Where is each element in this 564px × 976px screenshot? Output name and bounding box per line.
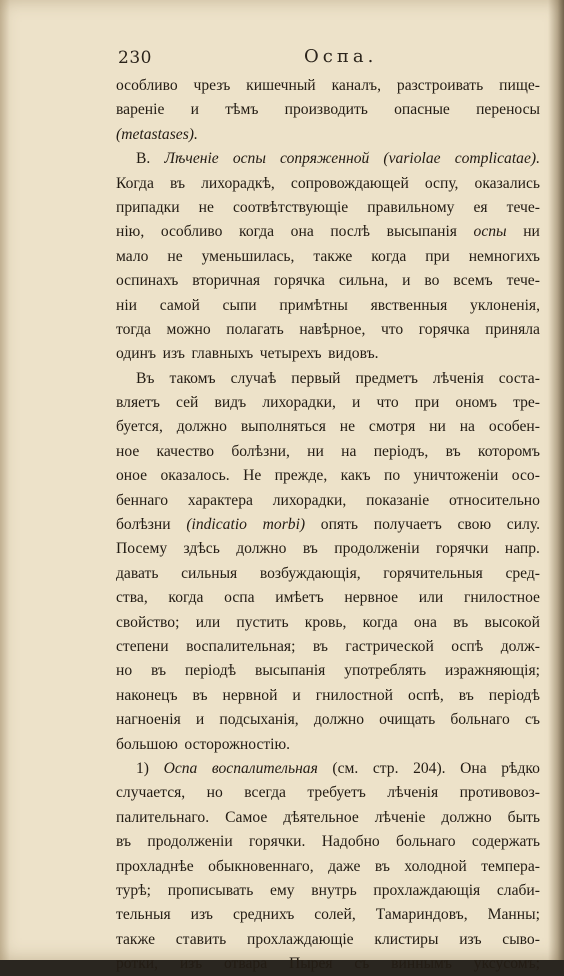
text-line xyxy=(116,147,540,171)
word: особен- xyxy=(488,418,540,436)
word: полагать xyxy=(226,320,284,338)
word: отвара xyxy=(223,955,268,973)
word: ему xyxy=(270,881,295,899)
word: Пырея xyxy=(288,955,333,973)
word: въ xyxy=(445,442,461,460)
word: оспы xyxy=(473,223,507,241)
text-line xyxy=(116,513,540,537)
page-number: 230 xyxy=(118,48,152,68)
word: въ xyxy=(453,613,469,631)
word: уничтоженіи xyxy=(413,467,499,485)
word: когда xyxy=(168,589,204,607)
word: долж- xyxy=(500,637,540,655)
text-line xyxy=(116,855,540,879)
word: припадки xyxy=(116,198,180,216)
word: употреблять xyxy=(344,662,427,680)
word: лихорадкѣ, xyxy=(201,174,275,192)
word: напр. xyxy=(504,540,540,558)
word: въ xyxy=(302,540,318,558)
word: всегда xyxy=(244,784,286,802)
running-title: Оспа. xyxy=(304,46,378,67)
word: нагноенія xyxy=(116,711,181,729)
word: клистиры xyxy=(374,930,439,948)
word: прежде, xyxy=(274,467,328,485)
text-line xyxy=(116,74,540,98)
text-line xyxy=(116,611,540,635)
word: больнаго xyxy=(450,711,510,729)
word: получаетъ xyxy=(373,516,442,534)
text-line xyxy=(116,245,540,269)
word: нервной xyxy=(222,686,278,704)
word: ротки, xyxy=(116,955,159,973)
text-line xyxy=(116,98,540,122)
word: рѣдко xyxy=(501,759,540,777)
word: всемъ xyxy=(453,272,493,290)
word: соста- xyxy=(498,369,540,387)
word: по xyxy=(383,467,401,485)
text-line xyxy=(116,464,540,488)
word: вареніе xyxy=(116,101,165,119)
word: также xyxy=(313,247,353,265)
word: изражняющія; xyxy=(444,662,540,680)
word: возбуждающія, xyxy=(259,564,361,582)
page-header xyxy=(118,40,538,70)
word: на xyxy=(341,442,357,460)
text-line xyxy=(116,659,540,683)
word: относительно xyxy=(448,491,540,509)
word: Оспа xyxy=(163,759,198,777)
word: даже xyxy=(328,857,361,875)
word: главныхъ xyxy=(191,345,254,363)
word: осторожностію. xyxy=(184,735,291,753)
word: тре- xyxy=(513,394,540,412)
word: но xyxy=(116,662,133,680)
text-line xyxy=(116,342,540,366)
word: должно xyxy=(236,540,287,558)
word: которомъ xyxy=(477,442,540,460)
word: высыпанія xyxy=(254,662,326,680)
word: тѣмъ xyxy=(225,101,259,119)
word: кровь, xyxy=(304,613,347,631)
text-line xyxy=(116,684,540,708)
word: можно xyxy=(166,320,211,338)
word: холодной xyxy=(404,857,467,875)
text-line xyxy=(116,269,540,293)
text-line xyxy=(116,123,540,147)
word: сопровождающей xyxy=(290,174,409,192)
word: осо- xyxy=(511,467,540,485)
word: и xyxy=(402,272,411,290)
word: дѣятельное xyxy=(283,808,359,826)
text-line xyxy=(116,733,540,757)
word: при xyxy=(414,394,440,412)
word: высокой xyxy=(484,613,540,631)
word: наконецъ xyxy=(116,686,178,704)
word: немногихъ xyxy=(468,247,540,265)
word: (variolae xyxy=(383,150,441,168)
word: нервное xyxy=(344,589,399,607)
word: лѣченія xyxy=(387,784,439,802)
word: большою xyxy=(116,735,178,753)
word: оное xyxy=(116,467,148,485)
word: подсыханія, xyxy=(219,711,299,729)
word: періодѣ xyxy=(184,662,237,680)
word: В. xyxy=(136,150,151,168)
word: должно xyxy=(313,711,365,729)
text-line xyxy=(116,537,540,561)
word: горячки xyxy=(435,540,489,558)
word: оспы xyxy=(232,150,266,168)
text-line xyxy=(116,903,540,927)
word: болѣзни, xyxy=(231,442,290,460)
word: имѣетъ xyxy=(275,589,324,607)
word: сей xyxy=(176,394,199,412)
word: періодѣ xyxy=(488,686,540,704)
word: она xyxy=(290,223,314,241)
word: изъ xyxy=(459,930,482,948)
word: когда xyxy=(362,613,398,631)
word: сыво- xyxy=(502,930,540,948)
word: четырехъ xyxy=(259,345,322,363)
text-line xyxy=(116,440,540,464)
word: приняла xyxy=(485,320,540,338)
word: темпера- xyxy=(481,857,540,875)
word: самой xyxy=(159,296,200,314)
word: Не xyxy=(243,467,262,485)
text-line xyxy=(116,367,540,391)
word: гастрической xyxy=(345,637,434,655)
word: когда xyxy=(371,247,407,265)
word: 1) xyxy=(136,759,149,777)
word: изъ xyxy=(190,906,213,924)
word: качество xyxy=(156,442,215,460)
word: нію, xyxy=(116,223,145,241)
word: болѣзни xyxy=(116,516,171,534)
word: и xyxy=(352,394,361,412)
word: внутрь xyxy=(311,881,357,899)
word: гнилостное xyxy=(463,589,540,607)
word: періодъ, xyxy=(373,442,429,460)
word: ономъ xyxy=(455,394,497,412)
word: на xyxy=(459,418,475,436)
word: уменьшилась, xyxy=(201,247,295,265)
word: или xyxy=(195,613,221,631)
word: должно xyxy=(441,808,492,826)
word: давать xyxy=(116,564,159,582)
text-line xyxy=(116,586,540,610)
text-line xyxy=(116,172,540,196)
word: правильному xyxy=(367,198,455,216)
word: случается, xyxy=(116,784,186,802)
word: стр. xyxy=(372,759,399,777)
word: обыкновеннаго, xyxy=(208,857,314,875)
word: Лѣченіе xyxy=(164,150,219,168)
word: лѣченіе xyxy=(374,808,426,826)
text-line xyxy=(116,708,540,732)
word: съ xyxy=(354,955,370,973)
text-line xyxy=(116,220,540,244)
word: случаѣ xyxy=(230,369,277,387)
word: продолженіи xyxy=(147,833,233,851)
word: опасные xyxy=(394,101,450,119)
word: въ xyxy=(116,833,132,851)
word: содержать xyxy=(471,833,540,851)
word: вторичная xyxy=(192,272,261,290)
word: сыпи xyxy=(222,296,257,314)
word: или xyxy=(418,589,444,607)
word: требуетъ xyxy=(307,784,366,802)
word: противовоз- xyxy=(459,784,540,802)
word: и xyxy=(190,101,199,119)
word: оспѣ, xyxy=(407,686,444,704)
word: виннымъ xyxy=(391,955,452,973)
word: Надобно xyxy=(321,833,380,851)
word: прохлаждающія xyxy=(373,881,481,899)
word: съ xyxy=(524,711,540,729)
word: въ xyxy=(151,662,167,680)
word: горячка xyxy=(418,320,470,338)
word: смотря xyxy=(368,418,416,436)
word: Она xyxy=(460,759,487,777)
word: видъ xyxy=(214,394,247,412)
word: во xyxy=(424,272,440,290)
word: примѣтны xyxy=(279,296,348,314)
text-line xyxy=(116,781,540,805)
text-line xyxy=(116,562,540,586)
word: продолженіи xyxy=(334,540,420,558)
page-left-shadow xyxy=(0,0,10,960)
word: слаби- xyxy=(496,881,540,899)
word: 204). xyxy=(413,759,446,777)
word: изъ xyxy=(179,955,203,973)
word: выполняться xyxy=(240,418,326,436)
word: здѣсь xyxy=(183,540,220,558)
word: ни xyxy=(307,442,324,460)
word: ея xyxy=(473,198,488,216)
word: Когда xyxy=(116,174,154,192)
word: вляетъ xyxy=(116,394,160,412)
text-line xyxy=(116,635,540,659)
word: Тамариндовъ, xyxy=(375,906,468,924)
word: предметъ xyxy=(355,369,418,387)
word: воспалительная xyxy=(211,759,318,777)
text-line xyxy=(116,806,540,830)
word: въ xyxy=(374,857,390,875)
word: ни xyxy=(523,223,540,241)
text-line xyxy=(116,952,540,976)
word: прохладнѣе xyxy=(116,857,194,875)
word: навѣрное, xyxy=(299,320,366,338)
word: (indicatio xyxy=(186,516,247,534)
word: Манны; xyxy=(487,906,540,924)
word: Самое xyxy=(225,808,268,826)
word: показаніе xyxy=(366,491,430,509)
word: опять xyxy=(320,516,359,534)
word: солей, xyxy=(314,906,356,924)
word: сильныя xyxy=(181,564,238,582)
word: ставить xyxy=(175,930,227,948)
word: она xyxy=(413,613,437,631)
word: пище- xyxy=(499,77,540,94)
word: особливо xyxy=(160,223,223,241)
word: (см. xyxy=(332,759,359,777)
word: явственныя xyxy=(370,296,448,314)
word: прохлаждающіе xyxy=(247,930,354,948)
word: кишечный xyxy=(246,77,316,94)
text-line xyxy=(116,489,540,513)
word: такомъ xyxy=(169,369,216,387)
text-line xyxy=(116,294,540,318)
word: complicatae). xyxy=(454,150,540,168)
word: соотвѣтствующіе xyxy=(232,198,349,216)
word: лихорадки, xyxy=(272,491,347,509)
word: въ xyxy=(312,637,328,655)
word: лихорадки, xyxy=(262,394,336,412)
word: Посему xyxy=(116,540,168,558)
word: степени xyxy=(116,637,169,655)
word: (metastases). xyxy=(116,125,198,143)
word: при xyxy=(425,247,450,265)
word: въ xyxy=(458,686,474,704)
word: тече- xyxy=(506,198,540,216)
word: ни xyxy=(429,418,446,436)
word: сопряженной xyxy=(280,150,370,168)
word: должно xyxy=(176,418,227,436)
word: и xyxy=(195,711,205,729)
text-line xyxy=(116,757,540,781)
word: разстроивать xyxy=(396,77,484,94)
word: горячительныя xyxy=(383,564,483,582)
word: уклоненія, xyxy=(470,296,540,314)
page-gutter-shadow xyxy=(548,0,564,960)
word: пустить xyxy=(236,613,289,631)
word: оказалось. xyxy=(160,467,230,485)
word: въ xyxy=(169,174,186,192)
word: воспалительная; xyxy=(186,637,296,655)
word: сильна, xyxy=(338,272,389,290)
text-line xyxy=(116,196,540,220)
text-line xyxy=(116,928,540,952)
word: послѣ xyxy=(330,223,371,241)
word: больнаго xyxy=(396,833,456,851)
text-line xyxy=(116,415,540,439)
word: также xyxy=(116,930,155,948)
word: оспинахъ xyxy=(116,272,179,290)
word: беннаго xyxy=(116,491,169,509)
word: не xyxy=(198,198,214,216)
word: среднихъ xyxy=(232,906,295,924)
word: когда xyxy=(239,223,275,241)
word: тельныя xyxy=(116,906,171,924)
word: оспѣ xyxy=(451,637,484,655)
word: каналъ, xyxy=(331,77,381,94)
word: горячка xyxy=(274,272,325,290)
word: изъ xyxy=(162,345,185,363)
word: одинъ xyxy=(116,345,157,363)
word: гнилостной xyxy=(315,686,394,704)
word: мало xyxy=(116,247,149,265)
word: тече- xyxy=(506,272,540,290)
word: Въ xyxy=(136,369,155,387)
text-line xyxy=(116,318,540,342)
word: тогда xyxy=(116,320,151,338)
word: не xyxy=(339,418,356,436)
word: высыпанія xyxy=(386,223,457,241)
word: силу. xyxy=(506,516,540,534)
word: уксусомъ; xyxy=(473,955,540,973)
word: быть xyxy=(507,808,540,826)
word: въ xyxy=(192,686,208,704)
word: ства, xyxy=(116,589,148,607)
word: прописывать xyxy=(167,881,254,899)
word: горячки. xyxy=(248,833,306,851)
text-line xyxy=(116,879,540,903)
word: сред- xyxy=(505,564,540,582)
text-line xyxy=(116,391,540,415)
word: ное xyxy=(116,442,140,460)
word: видовъ. xyxy=(328,345,379,363)
word: какъ xyxy=(340,467,371,485)
word: буется, xyxy=(116,418,163,436)
word: турѣ; xyxy=(116,881,152,899)
word: свою xyxy=(457,516,492,534)
word: оспу, xyxy=(424,174,459,192)
word: очищать xyxy=(379,711,436,729)
body-text xyxy=(116,74,540,976)
word: оспа xyxy=(224,589,255,607)
word: чрезъ xyxy=(193,77,231,94)
word: ніи xyxy=(116,296,138,314)
word: свойство; xyxy=(116,613,180,631)
word: оказались xyxy=(474,174,540,192)
word: morbi) xyxy=(262,516,306,534)
word: но xyxy=(206,784,223,802)
word: переносы xyxy=(476,101,540,119)
word: что xyxy=(380,320,404,338)
word: особливо xyxy=(116,77,178,94)
word: и xyxy=(292,686,301,704)
word: лѣченія xyxy=(432,369,484,387)
word: характера xyxy=(187,491,253,509)
word: палительнаго. xyxy=(116,808,210,826)
word: первый xyxy=(291,369,341,387)
text-line xyxy=(116,830,540,854)
word: не xyxy=(167,247,183,265)
word: что xyxy=(376,394,399,412)
word: производить xyxy=(284,101,368,119)
